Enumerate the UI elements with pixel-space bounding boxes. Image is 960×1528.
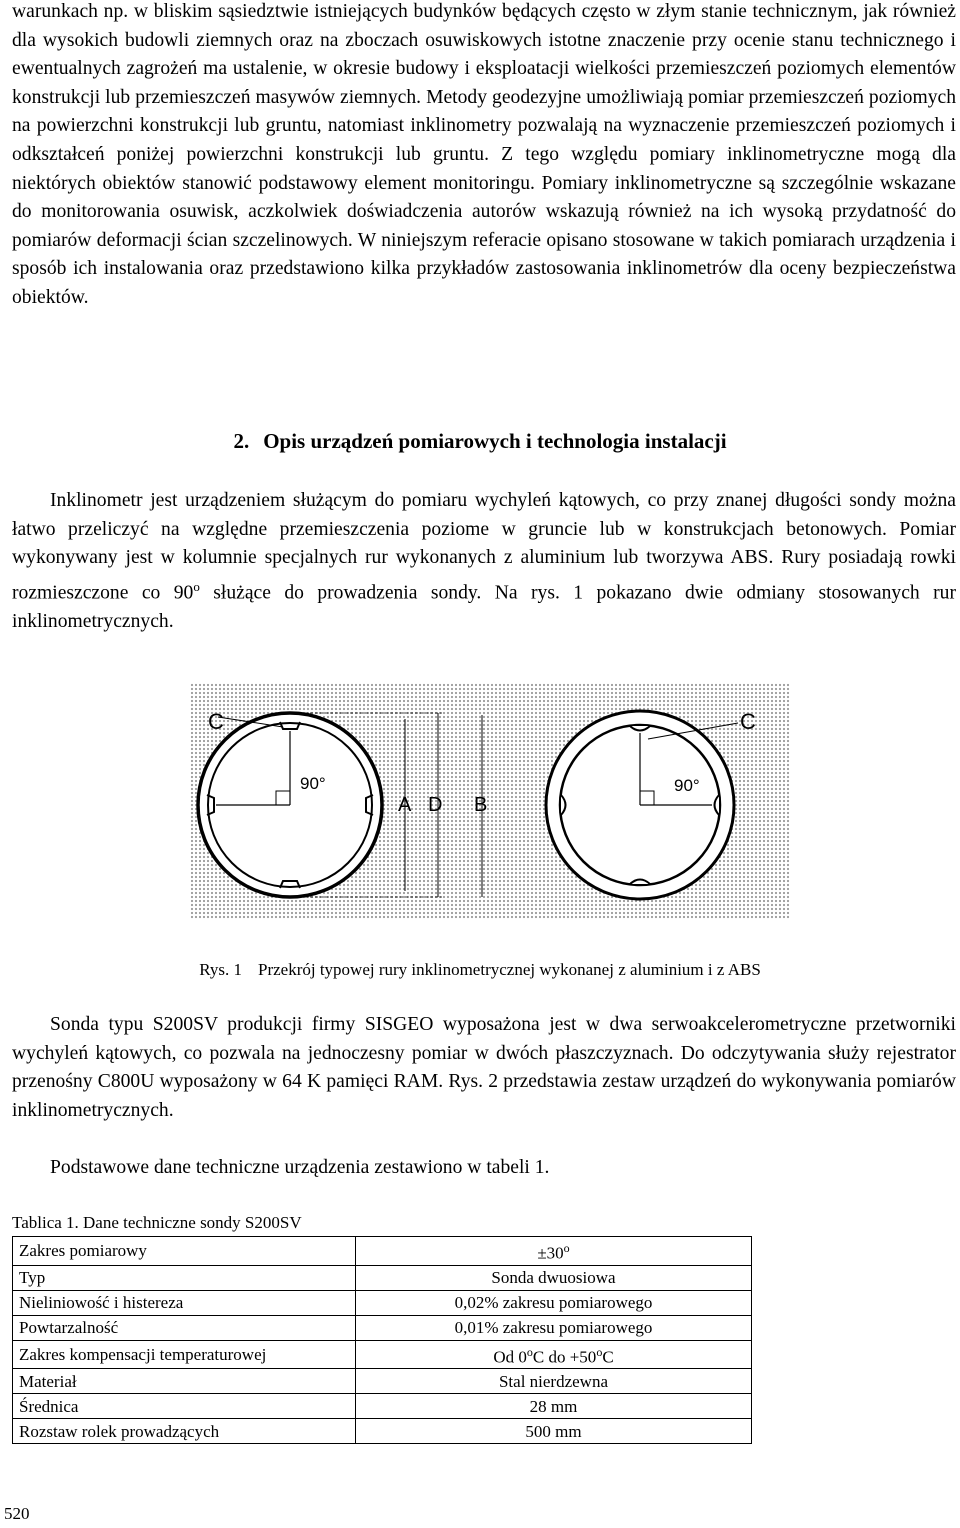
temp-part: C bbox=[602, 1347, 614, 1367]
figure-caption-text: Przekrój typowej rury inklinometrycznej wykonanej z aluminium i z ABS bbox=[257, 960, 761, 979]
table-row bbox=[13, 1265, 752, 1290]
left-groove-label: C bbox=[208, 709, 224, 734]
dimension-a-label: A bbox=[398, 794, 412, 816]
paragraph-intro: warunkach np. w bliskim sąsiedztwie istniejących budynków będących często w złym stanie technicznym, jak również dla wysokich budowli ziemnych oraz na zboczach osuwiskowych istotne znaczenie przy ocenie stanu technicznego i ewentualnych zagrożeń ma ustalenie, w okresie budowy i eksploatacji wielkości przemieszczeń poziomych elementów konstrukcji lub przemieszczeń masywów ziemnych. Metody geodezyjne umożliwiają pomiar przemieszczeń poziomych na powierzchni konstrukcji lub gruntu, natomiast inklinometry pozwalają na wyznaczenie przemieszczeń poziomych i odkształceń poniżej powierzchni konstrukcji lub gruntu. Z tego względu pomiary inklinometryczne mogą dla niektórych obiektów stanowić podstawowy element monitoringu. Pomiary inklinometryczne są szczególnie wskazane do monitorowania osuwisk, aczkolwiek doświadczenia autorów wskazują również na ich wysoką przydatność do pomiarów deformacji ścian szczelinowych. W niniejszym referacie opisano stosowane w takich pomiarach urządzenia i sposób ich instalowania oraz przedstawiono kilka przykładów zastosowania inklinometrów dla oceny bezpieczeństwa obiektów. bbox=[12, 1, 956, 308]
pipe-cross-section-drawing bbox=[190, 683, 790, 919]
table-title: Tablica 1. Dane techniczne sondy S200SV bbox=[12, 1213, 302, 1232]
table-cell-label: Nieliniowość i histereza bbox=[13, 1290, 356, 1315]
right-angle-label: 90° bbox=[674, 776, 700, 795]
table-cell-value bbox=[356, 1340, 752, 1369]
figure-caption-label: Rys. 1 bbox=[199, 960, 242, 979]
dimension-b-label: B bbox=[474, 794, 488, 816]
table-cell-label: Średnica bbox=[13, 1394, 356, 1419]
table-cell-value: 28 mm bbox=[356, 1394, 752, 1419]
section-heading bbox=[0, 427, 960, 455]
temp-part: Od 0 bbox=[493, 1347, 527, 1367]
right-groove-label: C bbox=[740, 709, 756, 734]
degree-sup: o bbox=[193, 578, 200, 594]
table-cell-value: 0,02% zakresu pomiarowego bbox=[356, 1290, 752, 1315]
table-cell-value: 500 mm bbox=[356, 1419, 752, 1444]
table-cell-label: Zakres pomiarowy bbox=[13, 1237, 356, 1266]
table-cell-label: Zakres kompensacji temperaturowej bbox=[13, 1340, 356, 1369]
degree-sup: o bbox=[563, 1241, 570, 1255]
degree-sup: o bbox=[596, 1344, 603, 1359]
left-angle-label: 90° bbox=[300, 774, 326, 793]
figure-pipe-cross-sections bbox=[190, 683, 790, 919]
paragraph-inclinometer-text: Inklinometr jest urządzeniem służącym do pomiaru wychyleń kątowych, co przy znanej długości sondy można łatwo przeliczyć na względne przemieszczenia poziome w gruncie lub w konstrukcjach betonowych. Pomiar wykonywany jest w kolumnie specjalnych rur wykonanych z aluminium lub tworzywa ABS. Rury posiadają rowki rozmieszczone co 90 bbox=[12, 490, 956, 604]
dimension-d-label: D bbox=[428, 794, 443, 816]
section-title: Opis urządzeń pomiarowych i technologia instalacji bbox=[263, 429, 727, 453]
spec-table bbox=[12, 1236, 752, 1444]
table-row bbox=[13, 1290, 752, 1315]
table-row bbox=[13, 1419, 752, 1444]
page-number: 520 bbox=[4, 1504, 30, 1523]
section-number: 2. bbox=[233, 429, 250, 453]
paragraph-table-intro: Podstawowe dane techniczne urządzenia zestawiono w tabeli 1. bbox=[50, 1157, 550, 1178]
table-row bbox=[13, 1340, 752, 1369]
table-cell-label: Powtarzalność bbox=[13, 1315, 356, 1340]
table-cell-value: 0,01% zakresu pomiarowego bbox=[356, 1315, 752, 1340]
table-row bbox=[13, 1369, 752, 1394]
range-value: ±30 bbox=[537, 1243, 564, 1263]
table-row bbox=[13, 1394, 752, 1419]
table-cell-value bbox=[356, 1237, 752, 1266]
table-cell-value: Stal nierdzewna bbox=[356, 1369, 752, 1394]
table-row bbox=[13, 1237, 752, 1266]
figure-caption bbox=[0, 959, 960, 981]
paragraph-inclinometer bbox=[12, 487, 956, 637]
table-cell-label: Materiał bbox=[13, 1369, 356, 1394]
paragraph-inclinometer-text-end: służące do prowadzenia sondy. Na rys. 1 pokazano dwie odmiany stosowanych rur inklinometrycznych. bbox=[12, 582, 956, 632]
paragraph-probe: Sonda typu S200SV produkcji firmy SISGEO wyposażona jest w dwa serwoakcelerometryczne przetworniki wychyleń kątowych, co pozwala na jednoczesny pomiar w dwóch płaszczyznach. Do odczytywania służy rejestrator przenośny C800U wyposażony w 64 K pamięci RAM. Rys. 2 przedstawia zestaw urządzeń do wykonywania pomiarów inklinometrycznych. bbox=[12, 1014, 956, 1121]
degree-sup: o bbox=[526, 1344, 533, 1359]
table-row bbox=[13, 1315, 752, 1340]
table-cell-label: Rozstaw rolek prowadzących bbox=[13, 1419, 356, 1444]
table-cell-label: Typ bbox=[13, 1265, 356, 1290]
table-cell-value: Sonda dwuosiowa bbox=[356, 1265, 752, 1290]
temp-part: C do +50 bbox=[532, 1347, 597, 1367]
